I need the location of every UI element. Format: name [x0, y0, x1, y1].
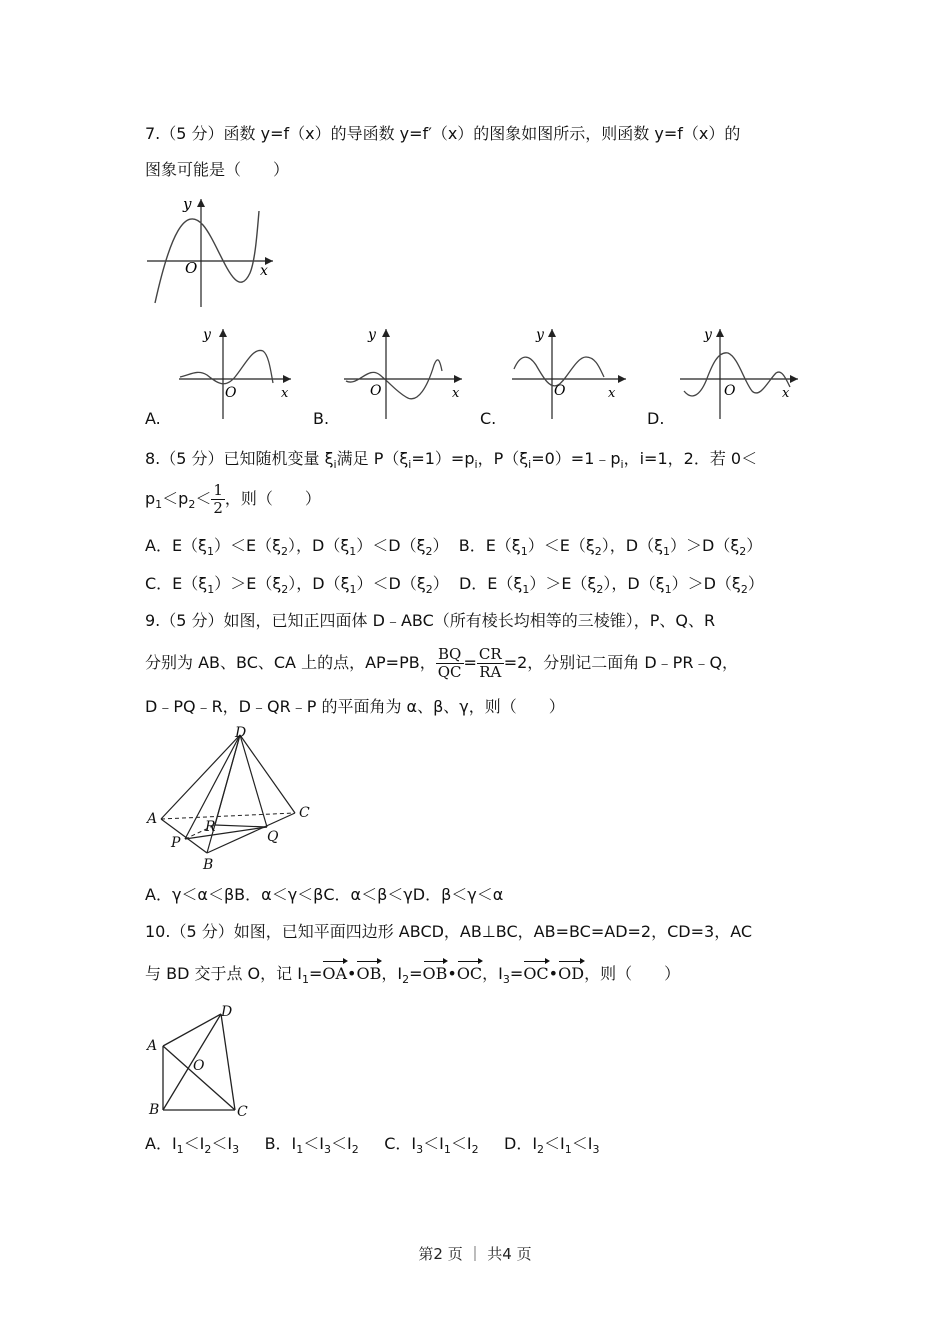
q9-label-a: A: [147, 811, 158, 827]
q8-options-cd: C．$E(\xi_1)>E(\xi_2)$，$D(\xi_1)<D(\xi_2)$ D．$E(\xi_1)>E(\xi_2)$，$D(\xi_1)>D(\xi_2)$: [145, 574, 764, 597]
q7-label-x: x: [260, 263, 268, 279]
q7-graph-a: [175, 325, 295, 420]
q10-line2: 与 BD 交于点 O，记 $I_1=OA•OB$，$I_2=OB•OC$，$I_3=OC•OD$，则（ ）: [145, 964, 681, 987]
q10-label-d: D: [221, 1004, 233, 1020]
q7c-x: x: [608, 386, 616, 401]
q7c-o: O: [554, 383, 566, 399]
q9-label-q: Q: [267, 829, 279, 845]
q9-line2: 分别为 AB、BC、CA 上的点，AP=PB， $\frac{BQ}{QC}$ = $\frac{CR}{RA}$ =2，分别记二面角 D﹣PR﹣Q，: [145, 645, 739, 681]
q7-option-b: B.: [313, 409, 330, 428]
q10-options: A．$I_1<I_2<I_3$ B．$I_1<I_3<I_2$ C．$I_3<I_1<I_2$ D．$I_2<I_1<I_3$: [145, 1134, 600, 1157]
q9-label-b: B: [203, 857, 214, 873]
q7-option-c: C.: [480, 409, 497, 428]
q7-line2: 图象可能是（ ）: [145, 160, 290, 179]
q9-label-d: D: [235, 725, 247, 741]
q7-label-y: y: [183, 195, 192, 213]
q10-label-c: C: [237, 1104, 248, 1120]
q10-quadrilateral-figure: [145, 1000, 265, 1125]
q8-fraction: $\frac{1}{2}$: [213, 481, 223, 517]
q7-graph-d: [678, 325, 803, 420]
q9-label-c: C: [299, 805, 310, 821]
q9-label-p: P: [171, 835, 181, 851]
q7-line1: 7.（5 分）函数 y=f（x）的导函数 y=f′（x）的图象如图所示，则函数 y=f（x）的: [145, 124, 741, 143]
q9-line1: 9.（5 分）如图，已知正四面体 D﹣ABC（所有棱长均相等的三棱锥），P、Q、R: [145, 611, 716, 630]
q9-options: A．γ＜α＜βB．α＜γ＜βC．α＜β＜γD．β＜γ＜α: [145, 885, 504, 904]
q7-graph-b: [340, 325, 465, 420]
q7c-y: y: [536, 327, 544, 343]
page-footer: 第2 页 ｜ 共4 页: [418, 1245, 532, 1263]
q7a-y: y: [203, 327, 211, 343]
q10-label-a: A: [147, 1038, 158, 1054]
q10-label-o: O: [193, 1058, 205, 1074]
q7d-x: x: [782, 386, 790, 401]
q8-line1: 8.（5 分）已知随机变量 $\xi_i$满足 $P(\xi_i=1)=p_i$，$P(\xi_i=0)=1﹣p_i$，i=1，2．若 0＜: [145, 449, 758, 472]
q7b-o: O: [370, 383, 382, 399]
q10-label-b: B: [149, 1102, 160, 1118]
q8-line2: $p_1<p_2<$ $\frac{1}{2}$ ，则（ ）: [145, 481, 321, 517]
q7a-o: O: [225, 385, 237, 401]
q7-derivative-graph: [145, 195, 275, 310]
q7d-y: y: [704, 327, 712, 343]
q7d-o: O: [724, 383, 736, 399]
q8-options-ab: A．$E(\xi_1)<E(\xi_2)$，$D(\xi_1)<D(\xi_2)$ B．$E(\xi_1)<E(\xi_2)$，$D(\xi_1)>D(\xi_2)$: [145, 536, 763, 559]
q7-option-a: A.: [145, 409, 161, 428]
q7a-x: x: [281, 386, 289, 401]
q9-line3: D﹣PQ﹣R，D﹣QR﹣P 的平面角为 α、β、γ，则（ ）: [145, 697, 565, 716]
q10-line1: 10.（5 分）如图，已知平面四边形 ABCD，AB⊥BC，AB=BC=AD=2，CD=3，AC: [145, 922, 753, 941]
q7-option-d: D.: [647, 409, 665, 428]
q7b-x: x: [452, 386, 460, 401]
q7-label-o: O: [185, 259, 198, 277]
q7b-y: y: [368, 327, 376, 343]
q7-graph-c: [510, 325, 630, 420]
q9-tetrahedron-figure: [145, 725, 325, 875]
q9-label-r: R: [205, 819, 216, 835]
